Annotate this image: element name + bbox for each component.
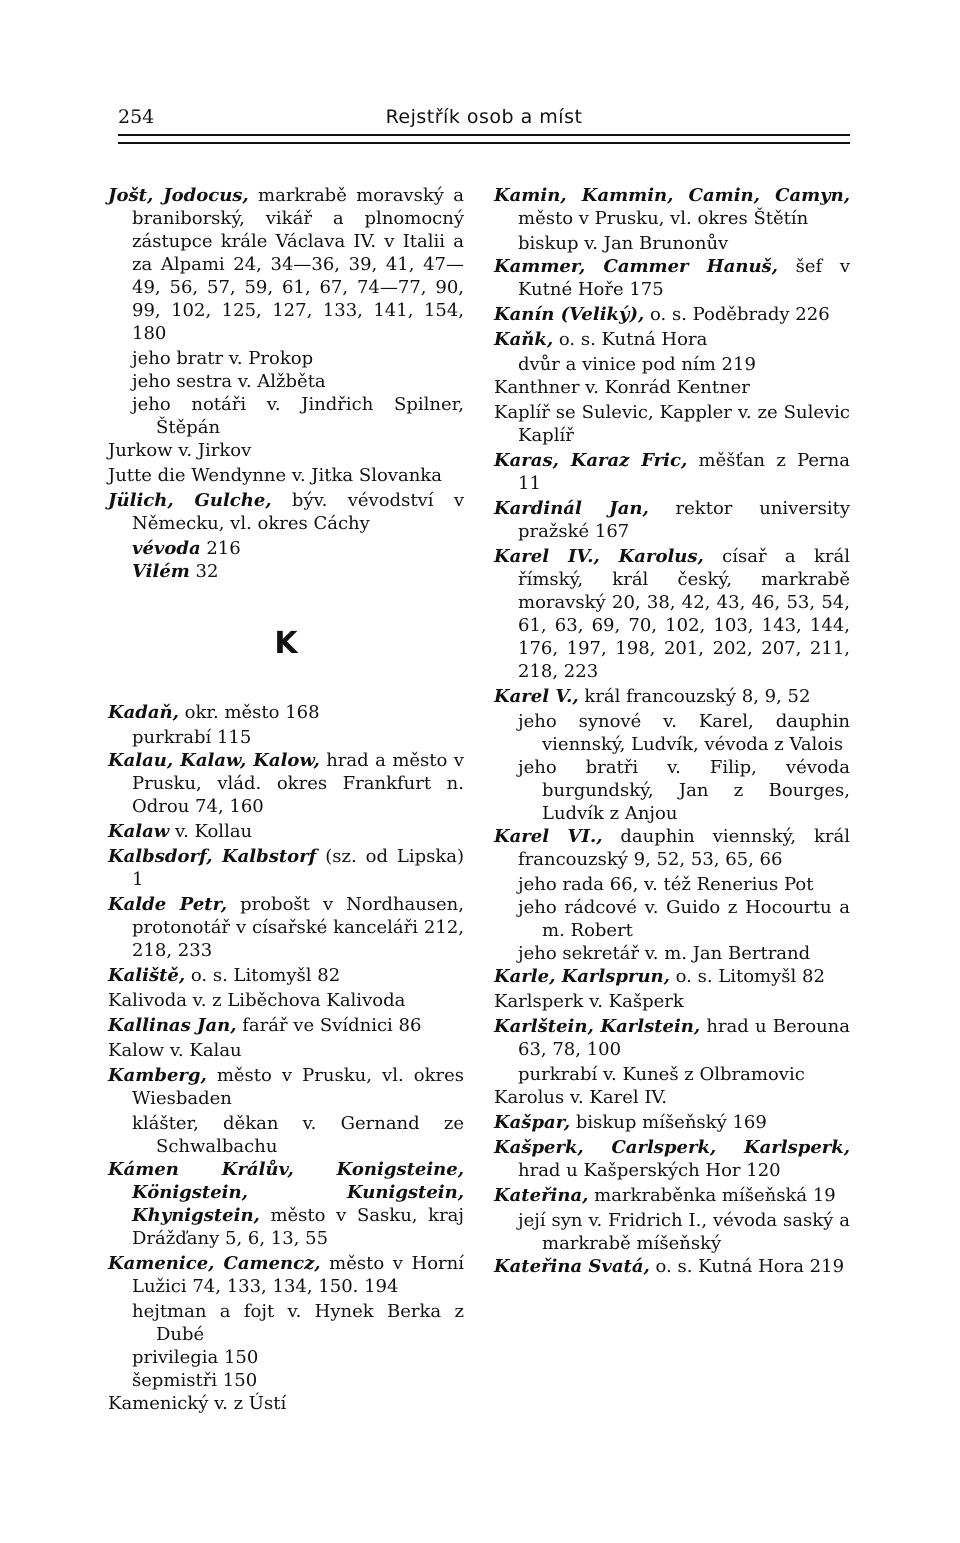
index-entry (108, 1014, 464, 1037)
entry-subentry (108, 1112, 464, 1158)
left-column (108, 184, 464, 1417)
subentry-text: její syn v. Fridrich I., vévoda saský a markrabě míšeňský (518, 1210, 850, 1254)
entry-text: markraběnka míšeňská 19 (588, 1185, 836, 1206)
entry-text: šef v Kutné Hoře 175 (518, 256, 850, 300)
section-letter: K (274, 626, 298, 661)
subentry-text: jeho sestra v. Alžběta (132, 371, 326, 392)
entry-text: Karlsperk v. Kašperk (494, 991, 684, 1012)
entry-text: o. s. Litomyšl 82 (185, 965, 341, 986)
index-entry (494, 545, 850, 683)
page-header (118, 102, 850, 142)
entry-subentry (108, 1369, 464, 1392)
index-entry (494, 1255, 850, 1278)
entry-subentry (494, 353, 850, 376)
entry-text: Kalivoda v. z Liběchova Kalivoda (108, 990, 406, 1011)
index-entry (494, 1015, 850, 1061)
entry-text: město v Sasku, kraj Drážďany 5, 6, 13, 55 (132, 1205, 464, 1249)
entry-subentry (108, 560, 464, 583)
entry-headword: Kamberg, (108, 1065, 207, 1086)
entry-headword: Kámen Králův, Konigsteine, Königstein, Kunigstein, Khynigstein, (108, 1159, 464, 1226)
entry-headword: Kašpar, (494, 1112, 571, 1133)
index-entry (494, 1136, 850, 1182)
index-entry (494, 965, 850, 988)
entry-headword: Karlštein, Karlstein, (494, 1016, 701, 1037)
index-entry (494, 255, 850, 301)
subentry-text: klášter, děkan v. Gernand ze Schwalbachu (132, 1113, 464, 1157)
entry-subentry (494, 756, 850, 825)
index-entry (494, 449, 850, 495)
entry-subentry (108, 347, 464, 370)
entry-subentry (108, 370, 464, 393)
index-entry (494, 184, 850, 230)
entry-subentry (494, 873, 850, 896)
entry-text: býv. vévodství v Německu, vl. okres Cáchy (132, 490, 464, 534)
subentry-text: purkrabí 115 (132, 727, 252, 748)
entry-headword: Kateřina, (494, 1185, 589, 1206)
entry-text: dauphin viennský, král francouzský 9, 52, 53, 65, 66 (518, 826, 850, 870)
entry-text: okr. město 168 (178, 702, 320, 723)
entry-text: o. s. Litomyšl 82 (669, 966, 825, 987)
subentry-text: jeho synové v. Karel, dauphin viennský, Ludvík, vévoda z Valois (518, 711, 850, 755)
index-entry (494, 1184, 850, 1207)
entry-headword: Kaliště, (108, 965, 186, 986)
right-column (494, 184, 850, 1280)
index-entry (494, 401, 850, 447)
entry-headword: Karas, Karaz Fric, (494, 450, 688, 471)
entry-text: město v Prusku, vl. okres Štětín (518, 208, 809, 229)
entry-text: biskup míšeňský 169 (570, 1112, 767, 1133)
entry-headword: Kadaň, (108, 702, 179, 723)
entry-text: rektor university pražské 167 (518, 498, 850, 542)
entry-subentry (108, 537, 464, 560)
index-entry (494, 303, 850, 326)
entry-headword: Jülich, Gulche, (108, 490, 272, 511)
subentry-text: jeho notáři v. Jindřich Spilner, Štěpán (132, 394, 464, 438)
index-entry (108, 1158, 464, 1250)
subentry-text: jeho rada 66, v. též Renerius Pot (518, 874, 814, 895)
entry-subentry (494, 1063, 850, 1086)
entry-text: o. s. Kutná Hora 219 (649, 1256, 845, 1277)
entry-headword: Kašperk, Carlsperk, Karlsperk, (494, 1137, 850, 1158)
index-entry (494, 825, 850, 871)
entry-headword: Kalde Petr, (108, 894, 228, 915)
entry-headword: Karel VI., (494, 826, 603, 847)
right-entries (494, 184, 850, 1278)
entry-text: hrad u Kašperských Hor 120 (518, 1160, 781, 1181)
subentry-headword: Vilém (132, 561, 190, 582)
index-entry (494, 685, 850, 708)
entry-text: město v Horní Lužici 74, 133, 134, 150. 194 (132, 1253, 464, 1297)
subentry-text: jeho rádcové v. Guido z Hocourtu a m. Robert (518, 897, 850, 941)
running-title: Rejstřík osob a míst (385, 106, 583, 128)
index-entry (108, 749, 464, 818)
entry-text: (sz. od Lipska) 1 (132, 846, 465, 890)
entry-headword: Kaňk, (494, 329, 554, 350)
subentry-text: 216 (200, 538, 241, 559)
entry-subentry (494, 942, 850, 965)
left-entries-k (108, 701, 464, 1415)
page-number: 254 (118, 106, 155, 128)
index-entry (108, 1064, 464, 1110)
left-entries-j (108, 184, 464, 583)
index-entry (108, 1039, 464, 1062)
entry-headword: Kamin, Kammin, Camin, Camyn, (494, 185, 850, 206)
entry-headword: Kamenice, Camencz, (108, 1253, 321, 1274)
entry-headword: Kalaw (108, 821, 170, 842)
entry-text: Kanthner v. Konrád Kentner (494, 377, 750, 398)
index-entry (108, 1392, 464, 1415)
entry-headword: Kateřina Svatá, (494, 1256, 650, 1277)
entry-text: Jurkow v. Jirkov (108, 440, 252, 461)
entry-text: Kaplíř se Sulevic, Kappler v. ze Sulevic Kaplíř (494, 402, 850, 446)
index-entry (108, 820, 464, 843)
subentry-text: hejtman a fojt v. Hynek Berka z Dubé (132, 1301, 464, 1345)
entry-text: v. Kollau (169, 821, 253, 842)
index-entry (108, 989, 464, 1012)
index-entry (494, 328, 850, 351)
entry-subentry (494, 1209, 850, 1255)
entry-headword: Karel IV., Karolus, (494, 546, 704, 567)
entry-subentry (108, 1346, 464, 1369)
entry-headword: Kalau, Kalaw, Kalow, (108, 750, 320, 771)
entry-text: král francouzský 8, 9, 52 (578, 686, 811, 707)
entry-text: farář ve Svídnici 86 (236, 1015, 422, 1036)
entry-text: měšťan z Perna 11 (518, 450, 850, 494)
entry-text: město v Prusku, vl. okres Wiesbaden (132, 1065, 464, 1109)
entry-headword: Kalbsdorf, Kalbstorf (108, 846, 317, 867)
entry-subentry (494, 232, 850, 255)
entry-headword: Kanín (Veliký), (494, 304, 645, 325)
index-entry (108, 1252, 464, 1298)
index-entry (108, 184, 464, 345)
entry-subentry (108, 1300, 464, 1346)
index-entry (494, 990, 850, 1013)
subentry-text: purkrabí v. Kuneš z Olbramovic (518, 1064, 805, 1085)
subentry-text: biskup v. Jan Brunonův (518, 233, 729, 254)
header-rule-top (118, 134, 850, 136)
entry-headword: Jošt, Jodocus, (108, 185, 249, 206)
index-entry (494, 497, 850, 543)
subentry-text: jeho bratr v. Prokop (132, 348, 314, 369)
entry-headword: Kammer, Cammer Hanuš, (494, 256, 778, 277)
index-entry (108, 964, 464, 987)
subentry-text: jeho sekretář v. m. Jan Bertrand (518, 943, 811, 964)
index-entry (108, 845, 464, 891)
entry-subentry (494, 896, 850, 942)
entry-text: císař a král římský, král český, markrabě moravský 20, 38, 42, 43, 46, 53, 54, 61, 63, 69, 70, 102, 103, 143, 144, 176, 197, 198, 201, 202, 207, 211, 218, 223 (518, 546, 850, 682)
subentry-headword: vévoda (132, 538, 201, 559)
entry-headword: Karel V., (494, 686, 579, 707)
subentry-text: privilegia 150 (132, 1347, 259, 1368)
entry-text: hrad a město v Prusku, vlád. okres Frankfurt n. Odrou 74, 160 (132, 750, 464, 817)
entry-text: o. s. Poděbrady 226 (644, 304, 830, 325)
entry-subentry (494, 710, 850, 756)
entry-text: probošt v Nordhausen, protonotář v císařské kanceláři 212, 218, 233 (132, 894, 464, 961)
entry-headword: Kardinál Jan, (494, 498, 649, 519)
index-entry (108, 701, 464, 724)
entry-text: Kalow v. Kalau (108, 1040, 242, 1061)
entry-text: hrad u Berouna 63, 78, 100 (518, 1016, 850, 1060)
subentry-text: dvůr a vinice pod ním 219 (518, 354, 756, 375)
entry-headword: Kallinas Jan, (108, 1015, 237, 1036)
entry-text: Kamenický v. z Ústí (108, 1393, 287, 1414)
index-entry (494, 1111, 850, 1134)
header-rule-bottom (118, 142, 850, 144)
entry-headword: Karle, Karlsprun, (494, 966, 670, 987)
entry-subentry (108, 726, 464, 749)
entry-text: o. s. Kutná Hora (553, 329, 708, 350)
entry-text: markrabě moravský a braniborský, vikář a plnomocný zástupce krále Václava IV. v Italii a za Alpami 24, 34—36, 39, 41, 47—49, 56, 57, 59, 61, 67, 74—77, 90, 99, 102, 125, 127, 133, 141, 154, 180 (132, 185, 464, 344)
index-entry (108, 439, 464, 462)
subentry-text: šepmistři 150 (132, 1370, 258, 1391)
index-entry (494, 376, 850, 399)
index-entry (494, 1086, 850, 1109)
index-entry (108, 489, 464, 535)
entry-text: Karolus v. Karel IV. (494, 1087, 668, 1108)
entry-text: Jutte die Wendynne v. Jitka Slovanka (108, 465, 442, 486)
index-entry (108, 464, 464, 487)
index-entry (108, 893, 464, 962)
subentry-text: 32 (189, 561, 219, 582)
subentry-text: jeho bratři v. Filip, vévoda burgundský, Jan z Bourges, Ludvík z Anjou (518, 757, 850, 824)
entry-subentry (108, 393, 464, 439)
